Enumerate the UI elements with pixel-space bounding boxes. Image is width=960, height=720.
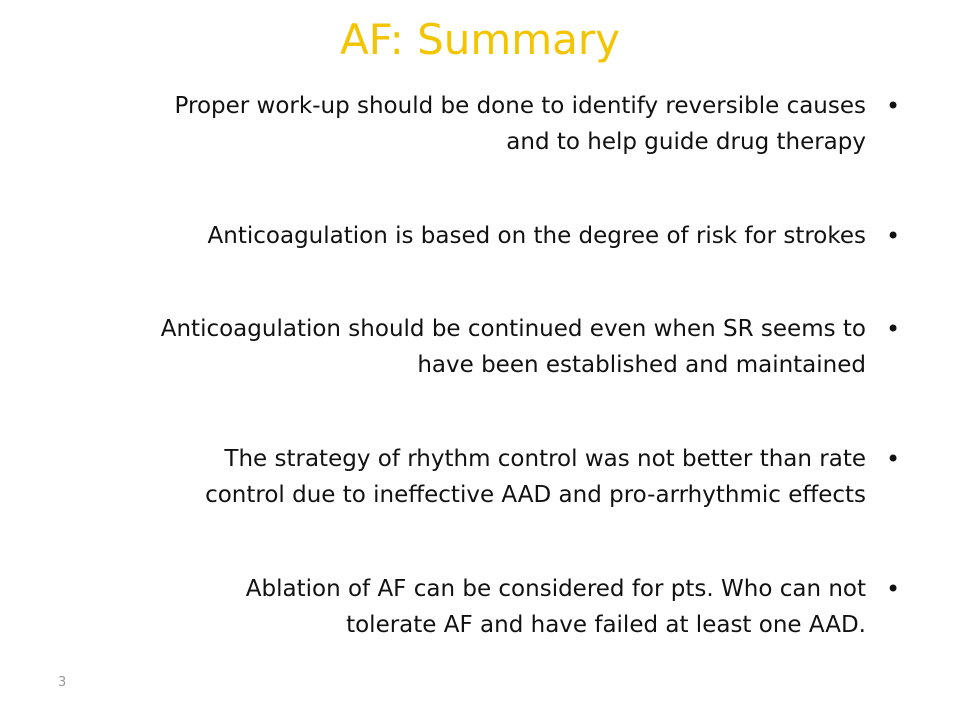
bullet-line: The strategy of rhythm control was not better than rate: [224, 446, 866, 472]
bullet-item-5: [40, 571, 866, 643]
bullet-item-3: [40, 311, 866, 383]
bullet-line: Anticoagulation should be continued even when SR seems to: [160, 316, 866, 342]
bullet-marker: •: [886, 445, 901, 473]
bullet-item-4: [40, 441, 866, 513]
bullet-marker: •: [886, 315, 901, 343]
bullet-marker: •: [886, 575, 901, 603]
bullet-line: and to help guide drug therapy: [506, 129, 866, 155]
slide-title: AF: Summary: [339, 15, 621, 64]
bullet-line: Ablation of AF can be considered for pts. Who can not: [245, 576, 866, 602]
bullet-line: Anticoagulation is based on the degree of risk for strokes: [207, 223, 866, 249]
bullet-line: control due to ineffective AAD and pro-arrhythmic effects: [205, 482, 866, 508]
bullet-marker: •: [886, 92, 901, 120]
bullet-marker: •: [886, 222, 901, 250]
bullet-line: Proper work-up should be done to identify reversible causes: [174, 93, 866, 119]
bullet-item-2: [40, 218, 866, 254]
bullet-item-1: [40, 88, 866, 160]
bullet-line: tolerate AF and have failed at least one AAD.: [346, 612, 866, 638]
page-number: 3: [58, 675, 67, 690]
bullet-line: have been established and maintained: [417, 352, 866, 378]
